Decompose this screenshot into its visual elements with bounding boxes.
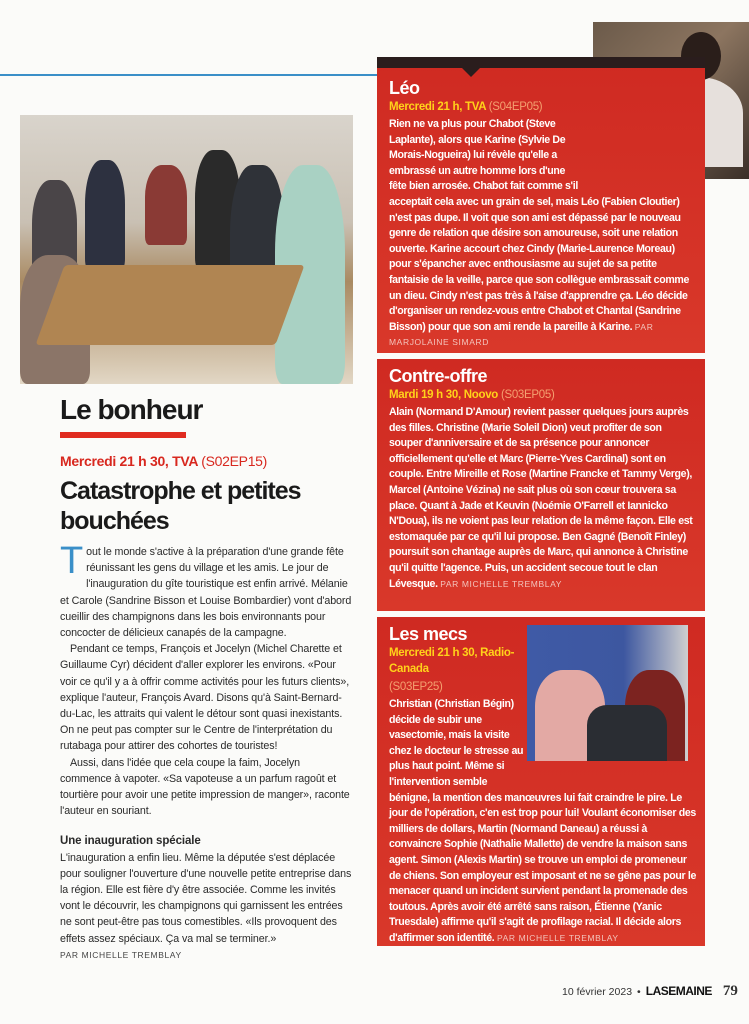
chevron-down-icon <box>459 65 483 77</box>
article-subhead: Une inauguration spéciale <box>60 835 201 848</box>
synopsis-text: Rien ne va plus pour Chabot (Steve Laplante), alors que Karine (Sylvie De Morais-Nogueira) lui révèle qu'elle a embrassé un autre homme lors d'une fête bien arrosée. Chabot fait comme s'il acceptait cela avec un grain de sel, mais Léo (Fabien Cloutier) n'est pas dupe. Il voit que son ami est dépassé par le nouveau genre de relation que désire son amoureuse, soit une relation ouverte. Karine accourt chez Cindy (Marie-Laurence Moreau) pour s'épancher avec enthousiasme au sujet de sa petite fantaisie de la veille, parce que son collègue embrassait comme un dieu. Cindy n'est pas très à l'aise d'apprendre ça. Léo décide d'organiser un rendez-vous entre Chabot et Chantal (Sandrine Bisson) pour que son ami rende la pareille à Karine. <box>389 118 690 333</box>
separator: • <box>637 986 641 998</box>
schedule-text: Mercredi 21 h, TVA <box>389 101 486 113</box>
box-top-strip <box>377 57 705 68</box>
main-schedule <box>60 453 267 469</box>
schedule-text: Mercredi 21 h 30, Radio-Canada <box>389 647 515 675</box>
show-synopsis <box>389 405 697 592</box>
section-divider-line <box>0 74 380 76</box>
synopsis-text: Christian (Christian Bégin) décide de subir une vasectomie, mais la visite chez le docteur le stresse au plus haut point. Même si l'intervention semble bénigne, la mention des manœuvres lui fait craindre le pire. Le jour de l'opération, c'en est trop pour lui! Voulant économiser des milliers de dollars, Martin (Normand Daneau) a réussi à convaincre Sophie (Nathalie Mallette) de vendre la maison sans agent. Simon (Alexis Martin) se trouve un emploi de promeneur de chiens. Son employeur est imposant et ne se gêne pas pour le menacer quand un incident survient pendant la promenade des toutous. Après avoir été arrêté sans raison, Étienne (Yanic Truesdale) affirme qu'il s'agit de profilage racial. Il décide alors d'affirmer son identité. <box>389 698 697 944</box>
dropcap: T <box>60 540 84 582</box>
show-title: Léo <box>389 78 420 98</box>
show-box-leo <box>377 57 705 353</box>
episode-code: (S03EP05) <box>500 389 555 401</box>
magazine-brand: LASEMAINE <box>645 984 712 998</box>
article-paragraph: Aussi, dans l'idée que cela coupe la faim, Jocelyn commence à vapoter. «Sa vapoteuse a un parfum ragoût et tourtière pour avoir une petite impression de manger», raconte l'auteur en souriant. <box>60 756 350 818</box>
byline: PAR MICHELLE TREMBLAY <box>60 949 182 960</box>
show-schedule <box>389 387 697 403</box>
show-title: Les mecs <box>389 624 468 644</box>
byline: PAR MICHELLE TREMBLAY <box>496 932 619 943</box>
paragraph-text: out le monde s'active à la préparation d'une grande fête réunissant les gens du village et les amis. Le jour de l'inauguration du gîte touristique est enfin arrivé. Mélanie et Carole (Sandrine Bisson et Louise Bombardier) vont d'abord cueillir des champignons dans les bois environnants pour concocter de délicieux canapés de la campagne. <box>60 546 352 640</box>
page-footer <box>562 983 738 1000</box>
issue-date: 10 février 2023 <box>562 986 633 998</box>
main-show-title: Le bonheur <box>60 394 203 425</box>
show-schedule <box>389 645 529 695</box>
photo-le-bonheur-cast <box>20 115 353 384</box>
episode-code: (S04EP05) <box>488 101 543 113</box>
page-number: 79 <box>722 983 738 999</box>
episode-code: (S02EP15) <box>201 453 268 469</box>
article-paragraph <box>60 540 352 641</box>
show-box-contre-offre <box>377 359 705 611</box>
byline: PAR MARJOLAINE SIMARD <box>389 321 654 348</box>
episode-code: (S03EP25) <box>389 681 443 693</box>
photo-les-mecs <box>527 625 688 761</box>
article-paragraph: Pendant ce temps, François et Jocelyn (Michel Charette et Guillaume Cyr) décident d'aller explorer les environs. «Pour voir ce qu'il y a à offrir comme activités pour les futurs clients», explique l'auteur, François Avard. Disons qu'à Saint-Bernard-du-Lac, les attraits qui valent le détour sont quasi inexistants. On ne peut pas compter sur le Centre de l'interprétation du rutabaga pour attirer des cohortes de touristes! <box>60 643 350 753</box>
synopsis-text: Alain (Normand D'Amour) revient passer quelques jours auprès des filles. Christine (Marie Soleil Dion) veut profiter de son souper d'anniversaire et de sa présence pour annoncer officiellement qu'elle et Marc (Pierre-Yves Cardinal) sont en couple. Entre Mireille et Rose (Martine Francke et Tammy Verge), Marcel (Antoine Vézina) ne sait plus où son cœur trouvera sa place. Quant à Jade et Keuvin (Noémie O'Farrell et Iannicko N'Doua), ils ne voient pas leur relation de la même façon. Elle est estomaquée par ce qu'il lui propose. Ben Gagné (Benoît Finley) poursuit son chantage auprès de Marc, qui annonce à Christine qu'il quitte l'agence. Puis, un accident secoue tout le clan Lévesque. <box>389 406 693 590</box>
article-paragraph: L'inauguration a enfin lieu. Même la députée s'est déplacée pour souligner l'ouverture d'une nouvelle petite entreprise dans la région. Elle est fière d'y être associée. Comme les invités vont le découvrir, les champignons qui garnissent les entrées ne sont peut-être pas tous comestibles. «Ils provoquent des effets assez spéciaux. Ça va mal se terminer.» <box>60 851 352 945</box>
byline: PAR MICHELLE TREMBLAY <box>440 578 562 589</box>
schedule-text: Mercredi 21 h 30, TVA <box>60 453 198 469</box>
article-headline: Catastrophe et petites bouchées <box>60 477 301 535</box>
article-body <box>60 540 352 963</box>
schedule-text: Mardi 19 h 30, Noovo <box>389 389 499 401</box>
title-underline <box>60 432 186 438</box>
show-title: Contre-offre <box>389 366 487 386</box>
